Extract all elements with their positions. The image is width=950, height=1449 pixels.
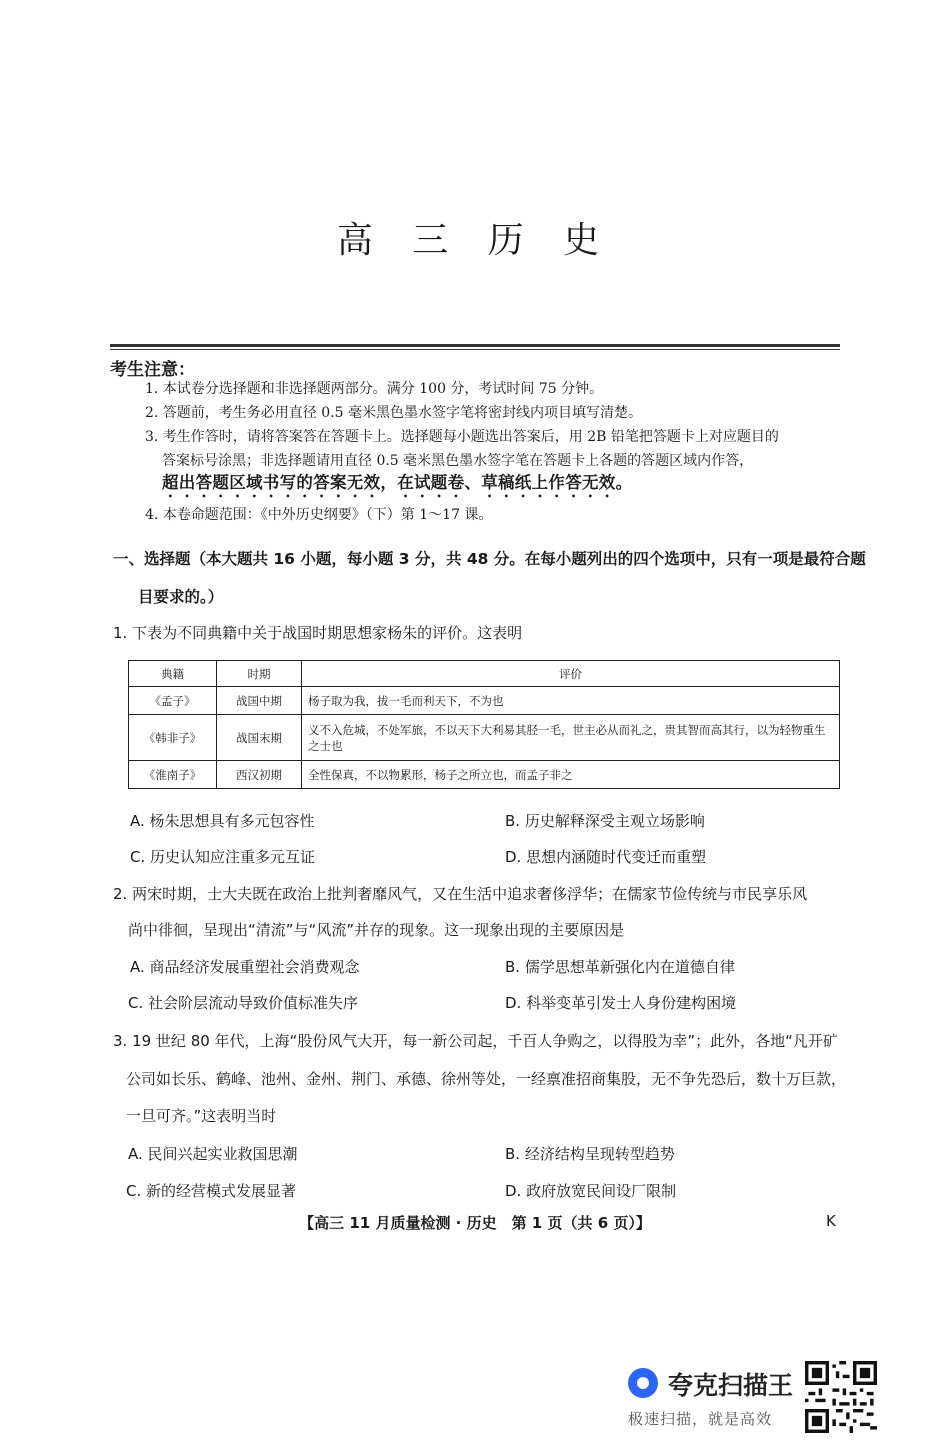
table-cell: 《韩非子》 [129,715,217,761]
q3-option-d: D. 政府放宽民间设厂限制 [505,1182,677,1200]
table-cell: 西汉初期 [217,761,302,789]
watermark-slogan: 极速扫描，就是高效 [628,1410,773,1428]
table-header: 评价 [302,661,840,687]
table-header: 典籍 [129,661,217,687]
q2-stem-cont: 尚中徘徊，呈现出“清流”与“风流”并存的现象。这一现象出现的主要原因是 [128,921,625,939]
notice-item-3-cont: 答案标号涂黑；非选择题请用直径 0.5 毫米黑色墨水签字笔在答题卡上各题的答题区域内作答， [162,453,754,469]
q3-stem-cont: 公司如长乐、鹤峰、池州、金州、荆门、承德、徐州等处，一经禀准招商集股，无不争先恐后，数十万巨款， [126,1070,847,1088]
table-cell: 杨子取为我，拔一毛而利天下，不为也 [302,687,840,715]
notice-item-3: 3. 考生作答时，请将答案答在答题卡上。选择题每小题选出答案后，用 2B 铅笔把答题卡上对应题目的 [145,429,779,445]
header-rule-thick [110,344,840,347]
qr-code-icon [805,1361,877,1433]
table-cell: 战国中期 [217,687,302,715]
header-rule-thin [110,349,840,350]
q2-option-d: D. 科举变革引发士人身份建构困境 [505,994,737,1012]
page-title: 高 三 历 史 [336,220,614,261]
notice-heading: 考生注意： [110,360,195,380]
q1-option-d: D. 思想内涵随时代变迁而重塑 [505,848,707,866]
section-heading-cont: 目要求的。） [138,588,224,606]
notice-item-2: 2. 答题前，考生务必用直径 0.5 毫米黑色墨水签字笔将密封线内项目填写清楚。 [145,405,642,421]
q1-stem: 1. 下表为不同典籍中关于战国时期思想家杨朱的评价。这表明 [113,624,523,642]
notice-item-4: 4. 本卷命题范围：《中外历史纲要》（下）第 1～17 课。 [145,507,493,523]
q2-stem: 2. 两宋时期，士大夫既在政治上批判奢靡风气，又在生活中追求奢侈浮华；在儒家节俭传统与市民享乐风 [113,885,808,903]
table-cell: 全性保真，不以物累形，杨子之所立也，而孟子非之 [302,761,840,789]
q2-option-c: C. 社会阶层流动导致价值标准失序 [128,994,359,1012]
q3-stem-cont: 一旦可齐。”这表明当时 [126,1107,277,1125]
page-footer: 【高三 11 月质量检测 · 历史 第 1 页（共 6 页）】 [299,1214,651,1232]
table-cell: 《孟子》 [129,687,217,715]
table-header: 时期 [217,661,302,687]
table-cell: 《淮南子》 [129,761,217,789]
corner-mark: K [826,1212,836,1230]
table-cell: 战国末期 [217,715,302,761]
q1-option-c: C. 历史认知应注重多元互证 [130,848,316,866]
section-heading: 一、选择题（本大题共 16 小题，每小题 3 分，共 48 分。在每小题列出的四个选项中，只有一项是最符合题 [113,550,866,568]
table-cell: 义不入危城，不处军旅，不以天下大利易其胫一毛，世主必从而礼之，贵其智而高其行，以为轻物重生之士也 [302,715,840,761]
q1-option-a: A. 杨朱思想具有多元包容性 [130,812,315,830]
q1-table [128,660,840,789]
scanner-logo-icon [637,1377,649,1389]
q1-option-b: B. 历史解释深受主观立场影响 [505,812,705,830]
q3-option-c: C. 新的经营模式发展显著 [126,1182,297,1200]
q2-option-a: A. 商品经济发展重塑社会消费观念 [130,958,360,976]
q3-option-a: A. 民间兴起实业救国思潮 [128,1145,298,1163]
notice-item-1: 1. 本试卷分选择题和非选择题两部分。满分 100 分，考试时间 75 分钟。 [145,381,604,397]
watermark-name: 夸克扫描王 [668,1371,794,1400]
q3-option-b: B. 经济结构呈现转型趋势 [505,1145,675,1163]
notice-item-3-emphasis: 超出答题区域书写的答案无效，在试题卷、草稿纸上作答无效。 [162,473,633,492]
q3-stem: 3. 19 世纪 80 年代，上海“股份风气大开，每一新公司起，千百人争购之，以得股为幸”；此外，各地“凡开矿 [113,1032,838,1050]
q2-option-b: B. 儒学思想革新强化内在道德自律 [505,958,735,976]
